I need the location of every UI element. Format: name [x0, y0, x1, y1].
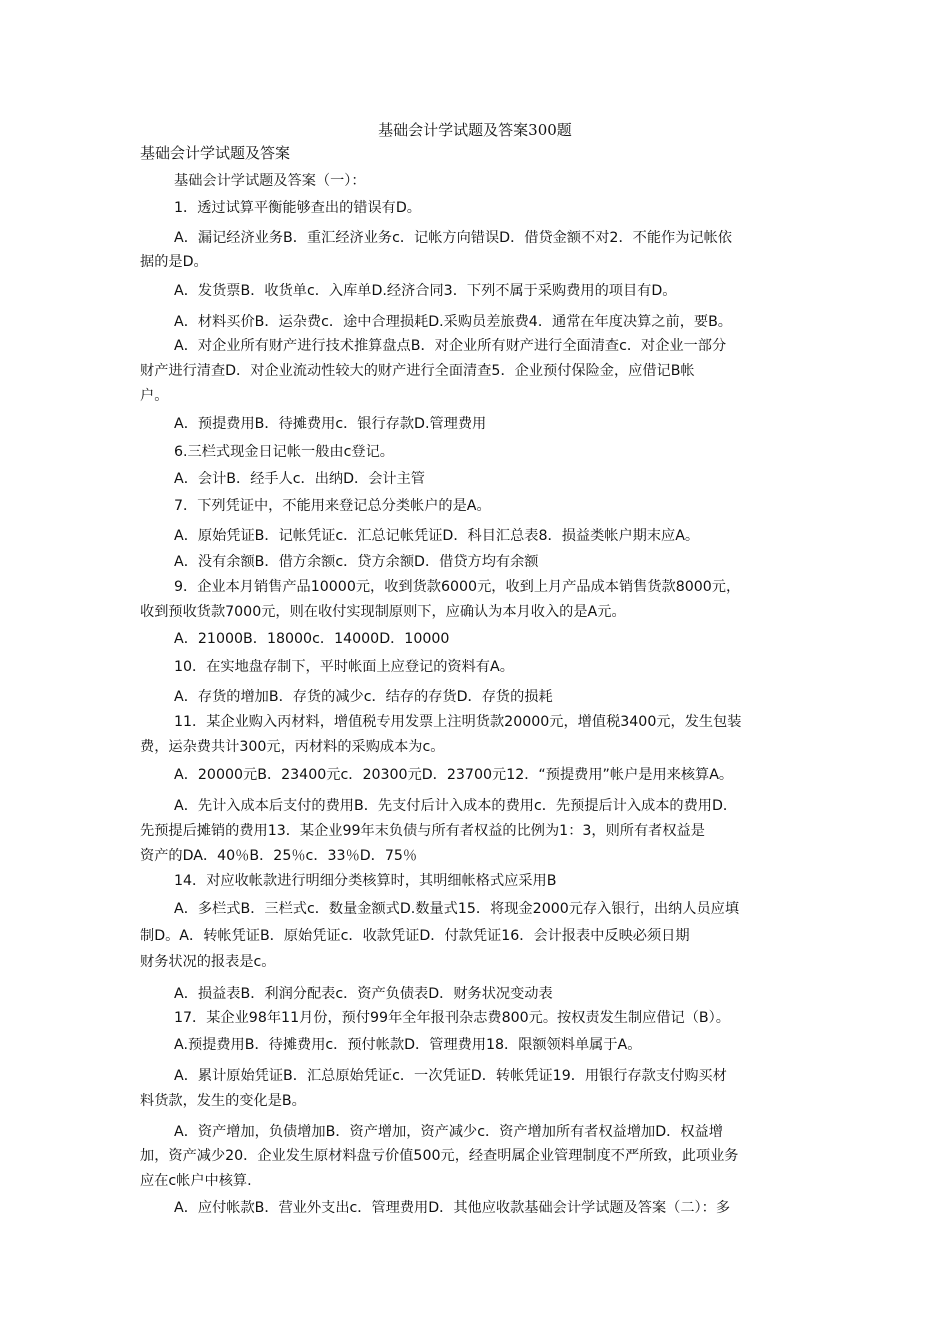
- text-line: 10．在实地盘存制下，平时帐面上应登记的资料有A。: [174, 659, 514, 675]
- text-line: A．会计B．经手人c．出纳D．会计主管: [174, 471, 425, 487]
- text-line: A．材料买价B．运杂费c．途中合理损耗D.采购员差旅费4．通常在年度决算之前，要B。: [174, 314, 732, 330]
- text-line: A．21000B．18000c．14000D．10000: [174, 631, 450, 647]
- text-line: 费，运杂费共计300元，丙材料的采购成本为c。: [140, 739, 445, 755]
- text-line: A．累计原始凭证B．汇总原始凭证c．一次凭证D．转帐凭证19．用银行存款支付购买材: [174, 1068, 727, 1084]
- text-line: 财产进行清查D．对企业流动性较大的财产进行全面清查5．企业预付保险金，应借记B帐: [140, 363, 695, 379]
- text-line: A．没有余额B．借方余额c．贷方余额D．借贷方均有余额: [174, 554, 539, 570]
- text-line: A.预提费用B．待摊费用c．预付帐款D．管理费用18．限额领料单属于A。: [174, 1037, 642, 1053]
- text-line: A．应付帐款B．营业外支出c．管理费用D．其他应收款基础会计学试题及答案（二）：多: [174, 1200, 731, 1216]
- text-line: A．对企业所有财产进行技术推算盘点B．对企业所有财产进行全面清查c．对企业一部分: [174, 338, 727, 354]
- text-line: A．损益表B．利润分配表c．资产负债表D．财务状况变动表: [174, 986, 553, 1002]
- document-title: 基础会计学试题及答案300题: [378, 121, 572, 139]
- text-line: 14．对应收帐款进行明细分类核算时，其明细帐格式应采用B: [174, 873, 557, 889]
- text-line: A．先计入成本后支付的费用B．先支付后计入成本的费用c．先预提后计入成本的费用D．: [174, 798, 738, 814]
- text-line: 基础会计学试题及答案（一）：: [174, 173, 366, 189]
- text-line: 料货款，发生的变化是B。: [140, 1093, 306, 1109]
- text-line: A．预提费用B．待摊费用c．银行存款D.管理费用: [174, 416, 487, 432]
- document-subtitle: 基础会计学试题及答案: [140, 144, 291, 162]
- text-line: 7．下列凭证中，不能用来登记总分类帐户的是A。: [174, 498, 491, 514]
- text-line: 6.三栏式现金日记帐一般由c登记。: [174, 444, 394, 460]
- text-line: 应在c帐户中核算.: [140, 1173, 252, 1189]
- text-line: 据的是D。: [140, 254, 208, 270]
- text-line: A．多栏式B．三栏式c．数量金额式D.数量式15．将现金2000元存入银行，出纳人员应填: [174, 901, 740, 917]
- text-line: A．20000元B．23400元c．20300元D．23700元12．“预提费用”帐户是用来核算A。: [174, 767, 734, 783]
- text-line: A．原始凭证B．记帐凭证c．汇总记帐凭证D．科目汇总表8．损益类帐户期末应A。: [174, 528, 700, 544]
- text-line: 财务状况的报表是c。: [140, 954, 276, 970]
- text-line: A．发货票B．收货单c．入库单D.经济合同3．下列不属于采购费用的项目有D。: [174, 283, 677, 299]
- text-line: 17．某企业98年11月份，预付99年全年报刊杂志费800元。按权责发生制应借记（B）。: [174, 1010, 730, 1026]
- text-line: 先预提后摊销的费用13．某企业99年末负债与所有者权益的比例为1：3，则所有者权益是: [140, 823, 705, 839]
- text-line: 户。: [140, 388, 169, 404]
- text-line: 资产的DA．40％B．25％c．33％D．75％: [140, 848, 418, 864]
- text-line: 11．某企业购入丙材料，增值税专用发票上注明货款20000元，增值税3400元，发生包装: [174, 714, 742, 730]
- text-line: 制D。A．转帐凭证B．原始凭证c．收款凭证D．付款凭证16．会计报表中反映必须日期: [140, 928, 690, 944]
- text-line: 1．透过试算平衡能够查出的错误有D。: [174, 200, 421, 216]
- text-line: A．资产增加，负债增加B．资产增加，资产减少c．资产增加所有者权益增加D．权益增: [174, 1124, 723, 1140]
- text-line: A．存货的增加B．存货的减少c．结存的存货D．存货的损耗: [174, 689, 553, 705]
- text-line: A．漏记经济业务B．重汇经济业务c．记帐方向错误D．借贷金额不对2．不能作为记帐依: [174, 230, 732, 246]
- text-line: 收到预收货款7000元，则在收付实现制原则下，应确认为本月收入的是A元。: [140, 604, 626, 620]
- text-line: 9．企业本月销售产品10000元，收到货款6000元，收到上月产品成本销售货款8000元，: [174, 579, 741, 595]
- text-line: 加，资产减少20．企业发生原材料盘亏价值500元，经查明属企业管理制度不严所致，此项业务: [140, 1148, 739, 1164]
